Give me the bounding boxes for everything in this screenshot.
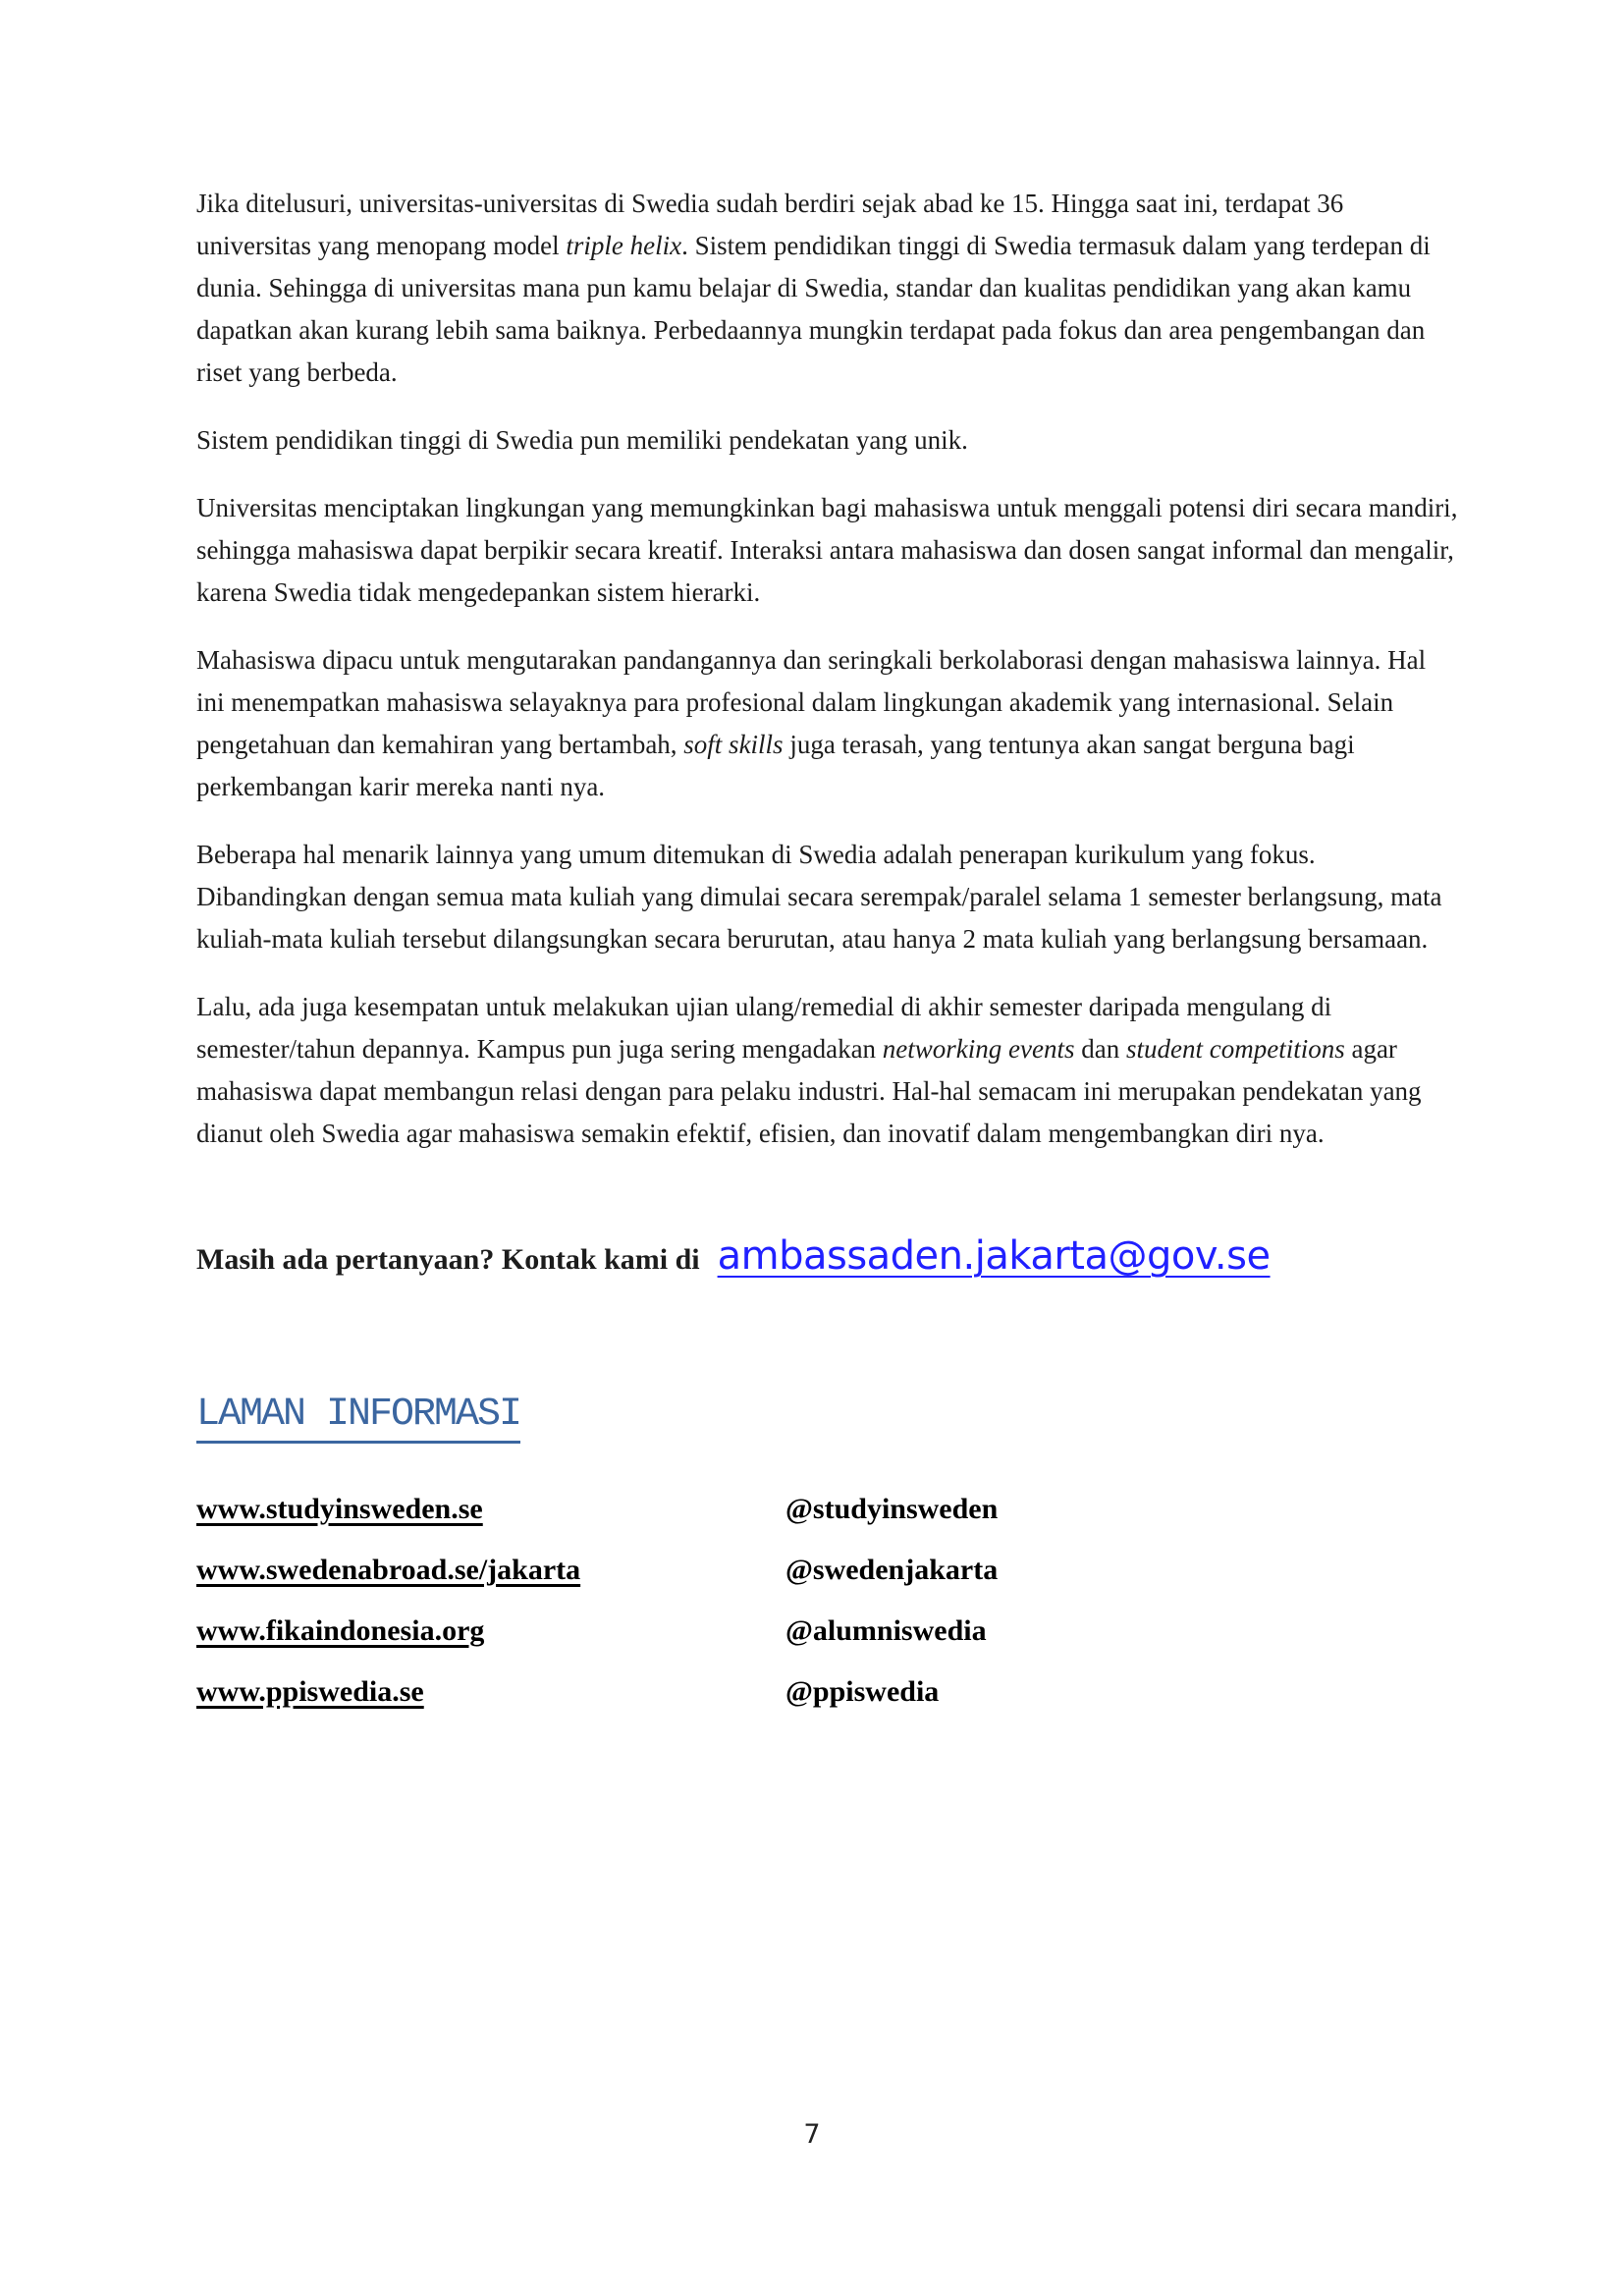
link-swedenabroad[interactable]: www.swedenabroad.se/jakarta [196, 1554, 581, 1586]
body-text: Mahasiswa dipacu untuk mengutarakan pandangannya dan seringkali berkolaborasi dengan mahasiswa lainnya. Hal ini menempatkan mahasiswa selayaknya para profesional dalam lingkungan akademik yang internasional. Selain pengetahuan dan kemahiran yang bertambah, [196, 645, 1427, 759]
body-text: Universitas menciptakan lingkungan yang memungkinkan bagi mahasiswa untuk menggali potensi diri secara mandiri, sehingga mahasiswa dapat berpikir secara kreatif. Interaksi antara mahasiswa dan dosen sangat informal dan mengalir, karena Swedia tidak mengedepankan sistem hierarki. [196, 493, 1458, 607]
info-link-row [196, 1493, 1458, 1526]
link-studyinsweden[interactable]: www.studyinsweden.se [196, 1493, 483, 1525]
contact-email-link[interactable]: ambassaden.jakarta@gov.se [717, 1233, 1271, 1279]
section-heading-text: LAMAN INFORMASI [196, 1393, 520, 1444]
body-paragraphs [196, 183, 1458, 1155]
body-text: Jika ditelusuri, universitas-universitas di Swedia sudah berdiri sejak abad ke 15. Hingga saat ini, terdapat 36 universitas yang menopang model [196, 189, 1344, 260]
italic-text: triple helix [566, 231, 682, 260]
paragraph [196, 183, 1458, 394]
body-text: . Sistem pendidikan tinggi di Swedia termasuk dalam yang terdepan di dunia. Sehingga di universitas mana pun kamu belajar di Swedia, standar dan kualitas pendidikan yang akan kamu dapatkan akan kurang lebih sama baiknya. Perbedaannya mungkin terdapat pada fokus dan area pengembangan dan riset yang berbeda. [196, 231, 1431, 387]
info-links-table [196, 1493, 1458, 1709]
body-text: Lalu, ada juga kesempatan untuk melakukan ujian ulang/remedial di akhir semester daripada mengulang di semester/tahun depannya. Kampus pun juga sering mengadakan [196, 992, 1332, 1064]
link-fikaindonesia[interactable]: www.fikaindonesia.org [196, 1614, 485, 1647]
section-heading-laman-informasi [196, 1393, 1458, 1444]
contact-question-label: Masih ada pertanyaan? Kontak kami di [196, 1243, 700, 1276]
italic-text: student competitions [1125, 1034, 1345, 1064]
body-text: agar mahasiswa dapat membangun relasi dengan para pelaku industri. Hal-hal semacam ini merupakan pendekatan yang dianut oleh Swedia agar mahasiswa semakin efektif, efisien, dan inovatif dalam mengembangkan diri nya. [196, 1034, 1422, 1148]
handle-studyinsweden: @studyinsweden [785, 1493, 999, 1525]
paragraph [196, 487, 1458, 614]
paragraph [196, 639, 1458, 808]
link-ppiswedia[interactable]: www.ppiswedia.se [196, 1675, 424, 1708]
contact-row [196, 1233, 1458, 1279]
body-text: juga terasah, yang tentunya akan sangat berguna bagi perkembangan karir mereka nanti nya. [196, 730, 1355, 801]
body-text: Beberapa hal menarik lainnya yang umum ditemukan di Swedia adalah penerapan kurikulum yang fokus. Dibandingkan dengan semua mata kuliah yang dimulai secara serempak/paralel selama 1 semester berlangsung, mata kuliah-mata kuliah tersebut dilangsungkan secara berurutan, atau hanya 2 mata kuliah yang berlangsung bersamaan. [196, 840, 1442, 954]
italic-text: networking events [882, 1034, 1075, 1064]
handle-alumniswedia: @alumniswedia [785, 1614, 987, 1647]
paragraph [196, 986, 1458, 1155]
handle-swedenjakarta: @swedenjakarta [785, 1554, 999, 1586]
info-link-row [196, 1675, 1458, 1709]
body-text: Sistem pendidikan tinggi di Swedia pun memiliki pendekatan yang unik. [196, 425, 968, 455]
italic-text: soft skills [683, 730, 784, 759]
body-text: dan [1074, 1034, 1126, 1064]
page-number: 7 [803, 2119, 821, 2150]
page-content [196, 183, 1458, 1736]
info-link-row [196, 1614, 1458, 1648]
paragraph [196, 419, 1458, 462]
handle-ppiswedia: @ppiswedia [785, 1675, 940, 1708]
info-link-row [196, 1554, 1458, 1587]
paragraph [196, 834, 1458, 960]
